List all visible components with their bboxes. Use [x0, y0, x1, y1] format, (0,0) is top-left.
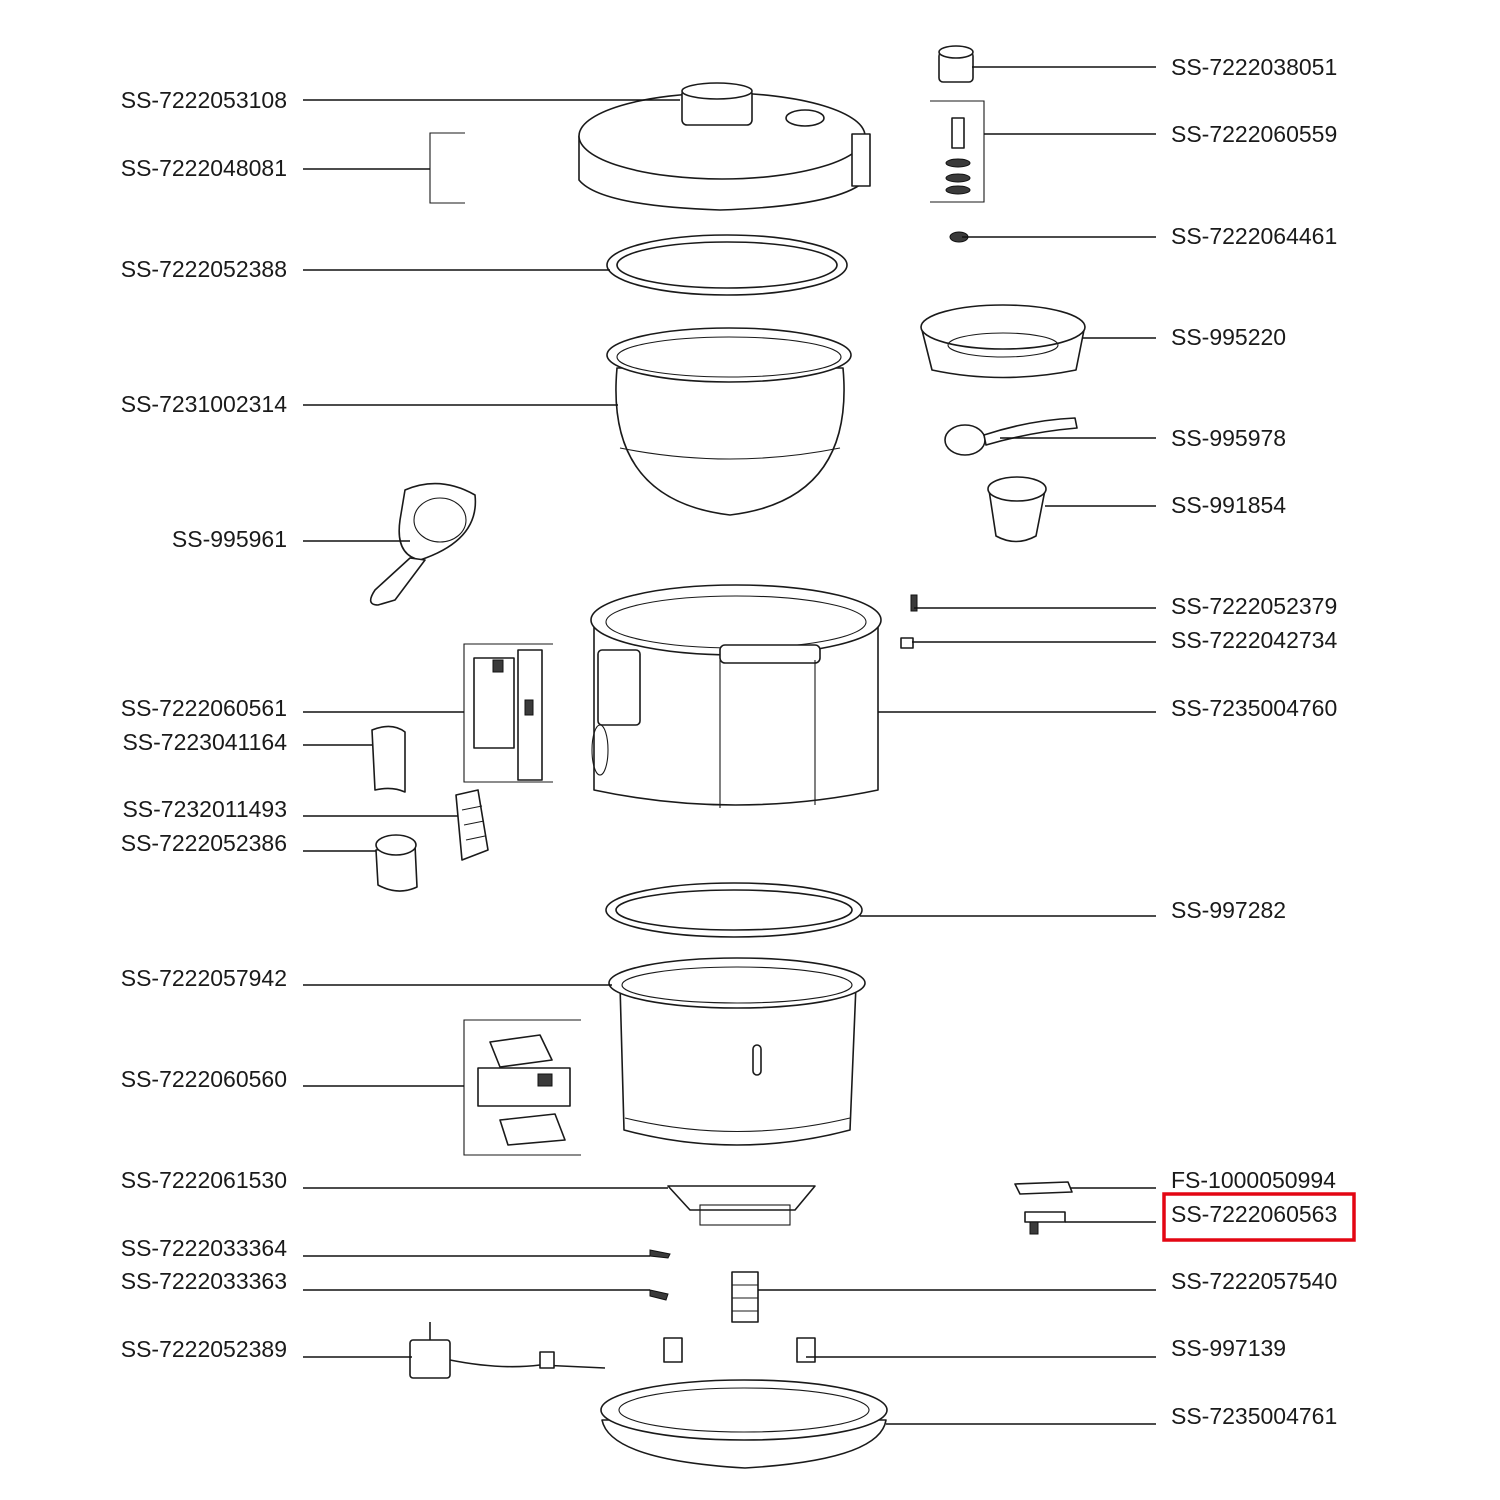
part-label-right: SS-7222057540 [1171, 1268, 1338, 1294]
control-board-illustration [474, 650, 542, 780]
part-label-left: SS-7222048081 [120, 155, 287, 181]
part-label-left: SS-7222061530 [120, 1167, 287, 1193]
part-label-right: SS-995978 [1171, 425, 1287, 451]
part-label-right: SS-7222042734 [1171, 627, 1338, 653]
bracket-valve-parts [430, 133, 465, 203]
inner-pot-illustration [609, 958, 865, 1145]
fuse-part-illustration [1015, 1182, 1072, 1194]
part-label-left: SS-7222052386 [120, 830, 287, 856]
power-cord-illustration [410, 1322, 605, 1378]
knob-ring-illustration [376, 835, 417, 891]
part-label-right: SS-7235004761 [1171, 1403, 1338, 1429]
ladle-illustration [945, 418, 1077, 455]
part-label-left: SS-7222060561 [120, 695, 287, 721]
base-housing-illustration [601, 1380, 887, 1468]
heating-spring-illustration [732, 1272, 758, 1322]
thermostat-part-b-illustration [650, 1290, 668, 1300]
part-label-right: SS-995220 [1171, 324, 1287, 350]
part-label-right: SS-991854 [1171, 492, 1287, 518]
valve-assembly-illustration [946, 118, 970, 194]
part-label-right: SS-7235004760 [1171, 695, 1338, 721]
part-label-right: FS-1000050994 [1171, 1167, 1336, 1193]
rice-spatula-illustration [371, 484, 476, 605]
heating-plate-illustration [668, 1186, 815, 1225]
power-board-illustration [478, 1035, 570, 1145]
valve-cap-illustration [939, 46, 973, 82]
thermostat-part-a-illustration [650, 1250, 670, 1258]
part-label-right: SS-7222060559 [1171, 121, 1338, 147]
part-label-left: SS-7222057942 [120, 965, 287, 991]
part-label-left: SS-7232011493 [122, 796, 287, 822]
part-label-right: SS-997282 [1171, 897, 1287, 923]
part-label-left: SS-7223041164 [122, 729, 287, 755]
feet-illustration [664, 1338, 815, 1362]
housing-body-illustration [591, 585, 881, 808]
switch-part-illustration [1025, 1212, 1065, 1234]
part-label-left: SS-7222033363 [120, 1268, 287, 1294]
part-label-left: SS-7222052388 [120, 256, 287, 282]
part-label-right-highlighted: SS-7222060563 [1171, 1201, 1338, 1227]
sealing-ring-illustration [607, 235, 847, 295]
label-sheet-illustration [372, 726, 405, 792]
part-label-left: SS-7222033364 [120, 1235, 287, 1261]
lid-illustration [579, 83, 870, 210]
small-clip-illustration [901, 638, 913, 648]
measuring-cup-illustration [988, 477, 1046, 542]
part-label-right: SS-7222052379 [1171, 593, 1338, 619]
part-label-left: SS-7222052389 [120, 1336, 287, 1362]
part-label-left: SS-7222060560 [120, 1066, 287, 1092]
lower-gasket-illustration [606, 883, 862, 937]
steam-basket-illustration [921, 305, 1085, 378]
part-label-left: SS-7231002314 [120, 391, 287, 417]
display-panel-illustration [456, 790, 488, 860]
part-label-right: SS-7222064461 [1171, 223, 1338, 249]
part-label-left: SS-995961 [171, 526, 287, 552]
inner-bowl-illustration [607, 328, 851, 515]
part-label-right: SS-7222038051 [1171, 54, 1338, 80]
part-label-right: SS-997139 [1171, 1335, 1287, 1361]
part-label-left: SS-7222053108 [120, 87, 287, 113]
